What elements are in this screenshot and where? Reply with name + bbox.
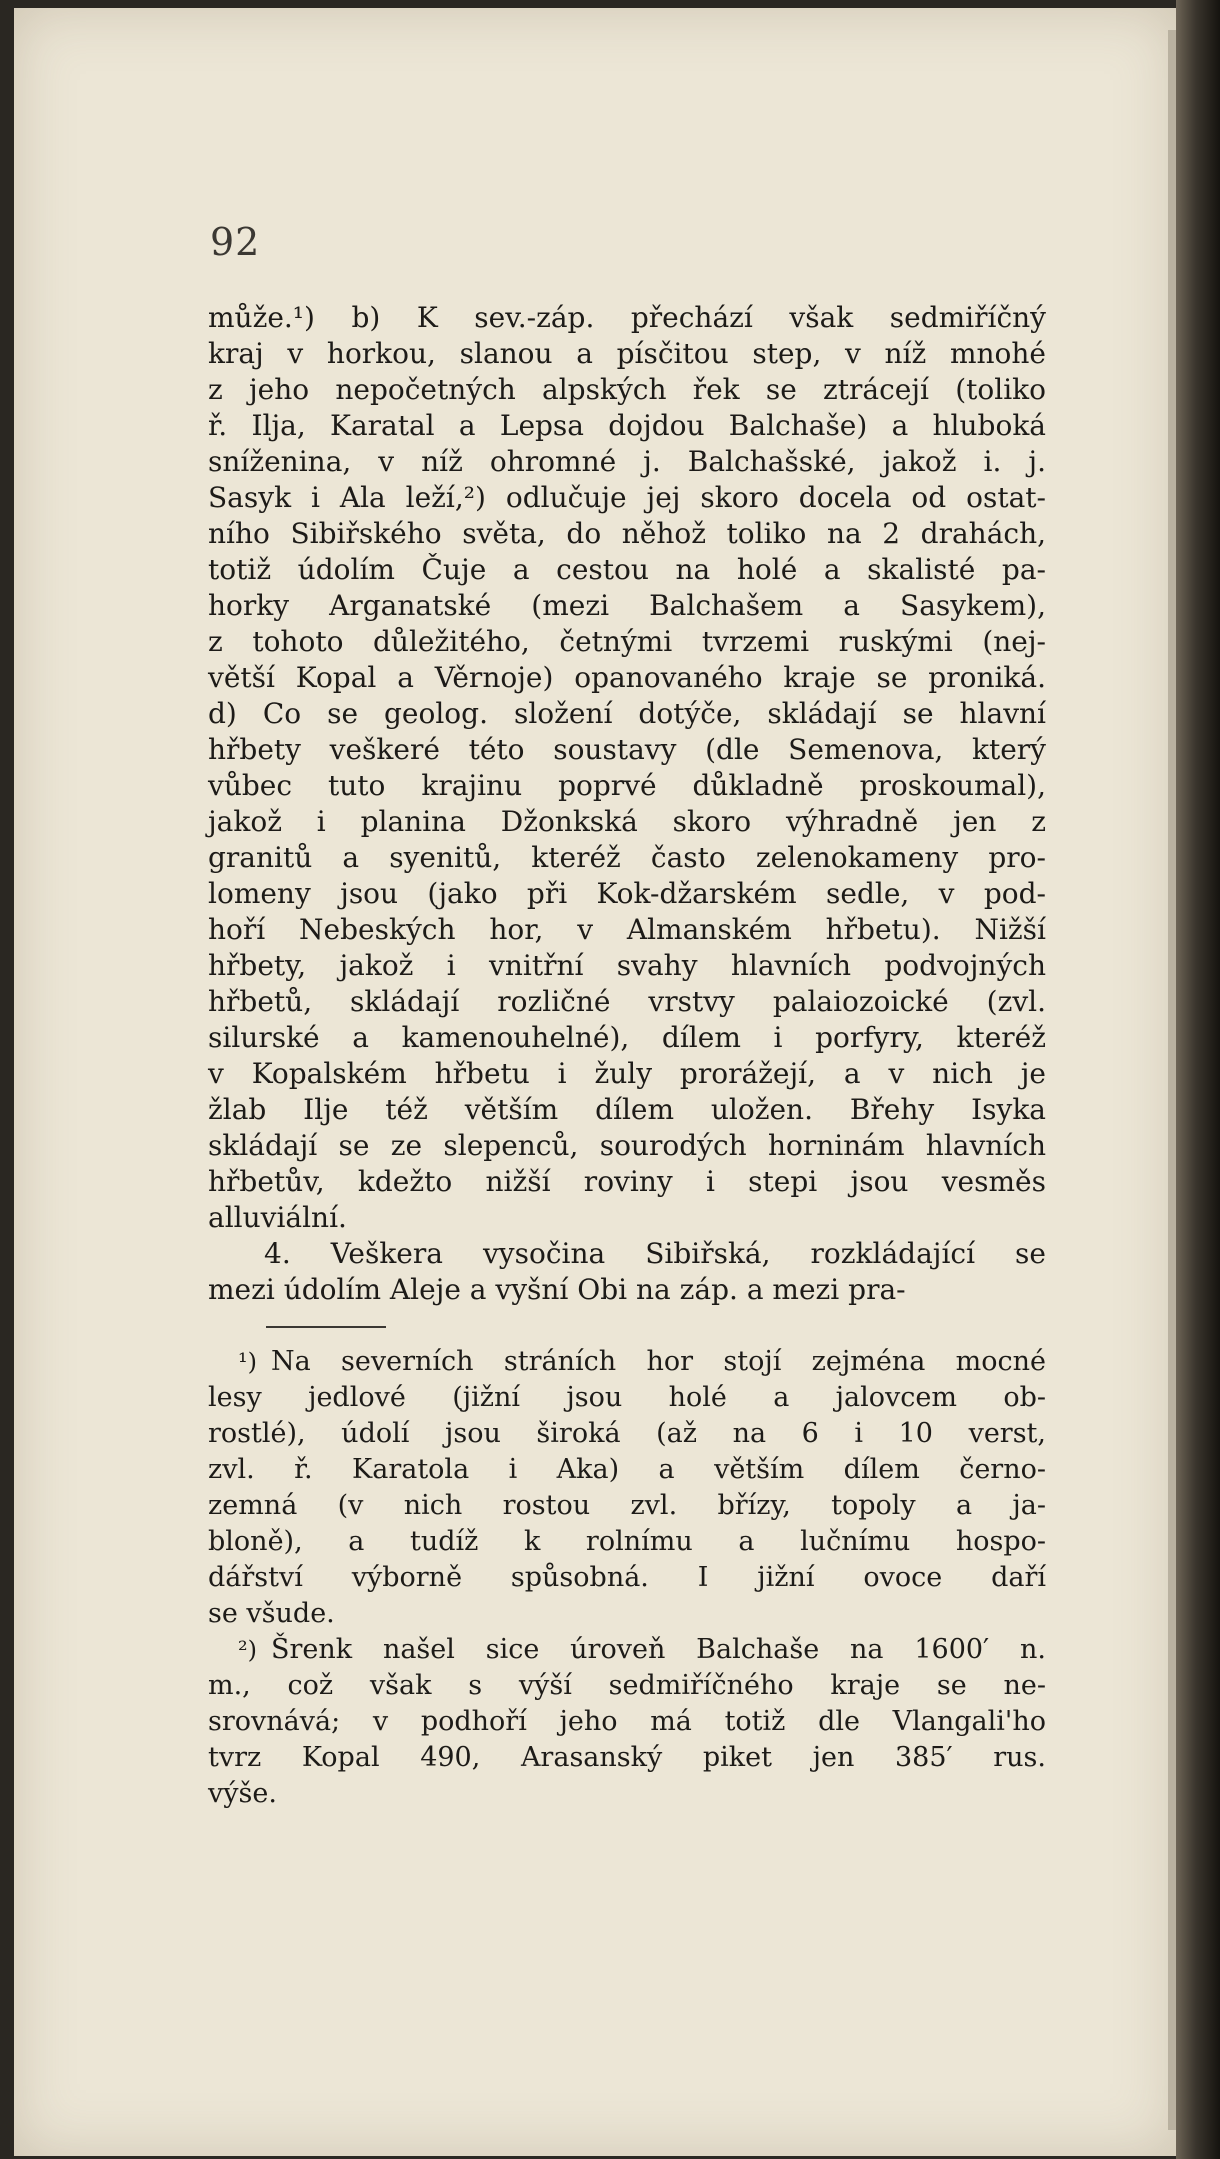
text-line: hoří Nebeských hor, v Almanském hřbetu). Nižší: [208, 913, 1046, 946]
text-line: hřbetů, skládají rozličné vrstvy palaiozoické (zvl.: [208, 985, 1046, 1018]
footnote-marker: ¹): [238, 1348, 257, 1376]
text-line: mezi údolím Aleje a vyšní Obi na záp. a mezi pra-: [208, 1273, 906, 1306]
footnote-line: [208, 1632, 1046, 1668]
text-line: silurské a kamenouhelné), dílem i porfyry, kteréž: [208, 1021, 1046, 1054]
text-line: ř. Ilja, Karatal a Lepsa dojdou Balchaše) a hluboká: [208, 409, 1046, 442]
text-line: kraj v horkou, slanou a písčitou step, v níž mnohé: [208, 337, 1046, 370]
text-line: vůbec tuto krajinu poprvé důkladně proskoumal),: [208, 769, 1046, 802]
text-line: alluviální.: [208, 1201, 347, 1234]
text-line: ního Sibiřského světa, do něhož toliko na 2 drahách,: [208, 517, 1046, 550]
footnote-line: zvl. ř. Karatola i Aka) a větším dílem černo-: [208, 1454, 1046, 1485]
main-text-block: [208, 300, 1046, 1308]
footnote-line: bloně), a tudíž k rolnímu a lučnímu hospo-: [208, 1526, 1046, 1557]
footnote-line: lesy jedlové (jižní jsou holé a jalovcem ob-: [208, 1382, 1046, 1413]
text-line: v Kopalském hřbetu i žuly prorážejí, a v nich je: [208, 1057, 1046, 1090]
text-line: z jeho nepočetných alpských řek se ztrácejí (toliko: [208, 373, 1046, 406]
text-line: lomeny jsou (jako při Kok-džarském sedle, v pod-: [208, 877, 1046, 910]
footnote-line-text: Šrenk našel sice úroveň Balchaše na 1600′ n.: [270, 1634, 1046, 1665]
text-line: d) Co se geolog. složení dotýče, skládají se hlavní: [208, 697, 1046, 730]
text-line: granitů a syenitů, kteréž často zelenokameny pro-: [208, 841, 1046, 874]
text-line: totiž údolím Čuje a cestou na holé a skalisté pa-: [208, 553, 1046, 586]
text-line: z tohoto důležitého, četnými tvrzemi ruskými (nej-: [208, 625, 1046, 658]
footnote-separator: [266, 1326, 386, 1328]
text-line: žlab Ilje též větším dílem uložen. Břehy Isyka: [208, 1093, 1046, 1126]
footnote: [208, 1344, 1046, 1632]
footnote: [208, 1632, 1046, 1812]
text-line: skládají se ze slepenců, sourodých horninám hlavních: [208, 1129, 1046, 1162]
footnote-marker: ²): [238, 1636, 257, 1664]
footnote-line: dářství výborně spůsobná. I jižní ovoce daří: [208, 1562, 1046, 1593]
footnote-line: [208, 1344, 1046, 1380]
text-line: jakož i planina Džonkská skoro výhradně jen z: [208, 805, 1046, 838]
text-line: hřbety, jakož i vnitřní svahy hlavních podvojných: [208, 949, 1046, 982]
footnote-line-text: Na severních stráních hor stojí zejména mocné: [270, 1346, 1046, 1377]
text-line: hřbety veškeré této soustavy (dle Semenova, který: [208, 733, 1046, 766]
footnote-line: zemná (v nich rostou zvl. břízy, topoly a ja-: [208, 1490, 1046, 1521]
text-line: větší Kopal a Věrnoje) opanovaného kraje se proniká.: [208, 661, 1046, 694]
footnotes-block: [208, 1344, 1046, 1812]
text-line: sníženina, v níž ohromné j. Balchašské, jakož i. j.: [208, 445, 1046, 478]
text-line: horky Arganatské (mezi Balchašem a Sasykem),: [208, 589, 1046, 622]
page-text: [208, 300, 1046, 1812]
text-line: hřbetův, kdežto nižší roviny i stepi jsou vesměs: [208, 1165, 1046, 1198]
footnote-line: rostlé), údolí jsou široká (až na 6 i 10 verst,: [208, 1418, 1046, 1449]
text-line: může.¹) b) K sev.-záp. přechází však sedmiříčný: [208, 301, 1046, 334]
footnote-line: srovnává; v podhoří jeho má totiž dle Vlangali'ho: [208, 1706, 1046, 1737]
footnote-line: tvrz Kopal 490, Arasanský piket jen 385′ rus.: [208, 1742, 1046, 1773]
footnote-line: výše.: [208, 1778, 277, 1809]
footnote-line: m., což však s výší sedmiříčného kraje se ne-: [208, 1670, 1046, 1701]
footnote-line: se všude.: [208, 1598, 335, 1629]
binding-shadow: [1176, 0, 1220, 2159]
text-line: Sasyk i Ala leží,²) odlučuje jej skoro docela od ostat-: [208, 481, 1046, 514]
page-number: 92: [210, 220, 261, 264]
text-line: 4. Veškera vysočina Sibiřská, rozkládající se: [264, 1237, 1046, 1270]
